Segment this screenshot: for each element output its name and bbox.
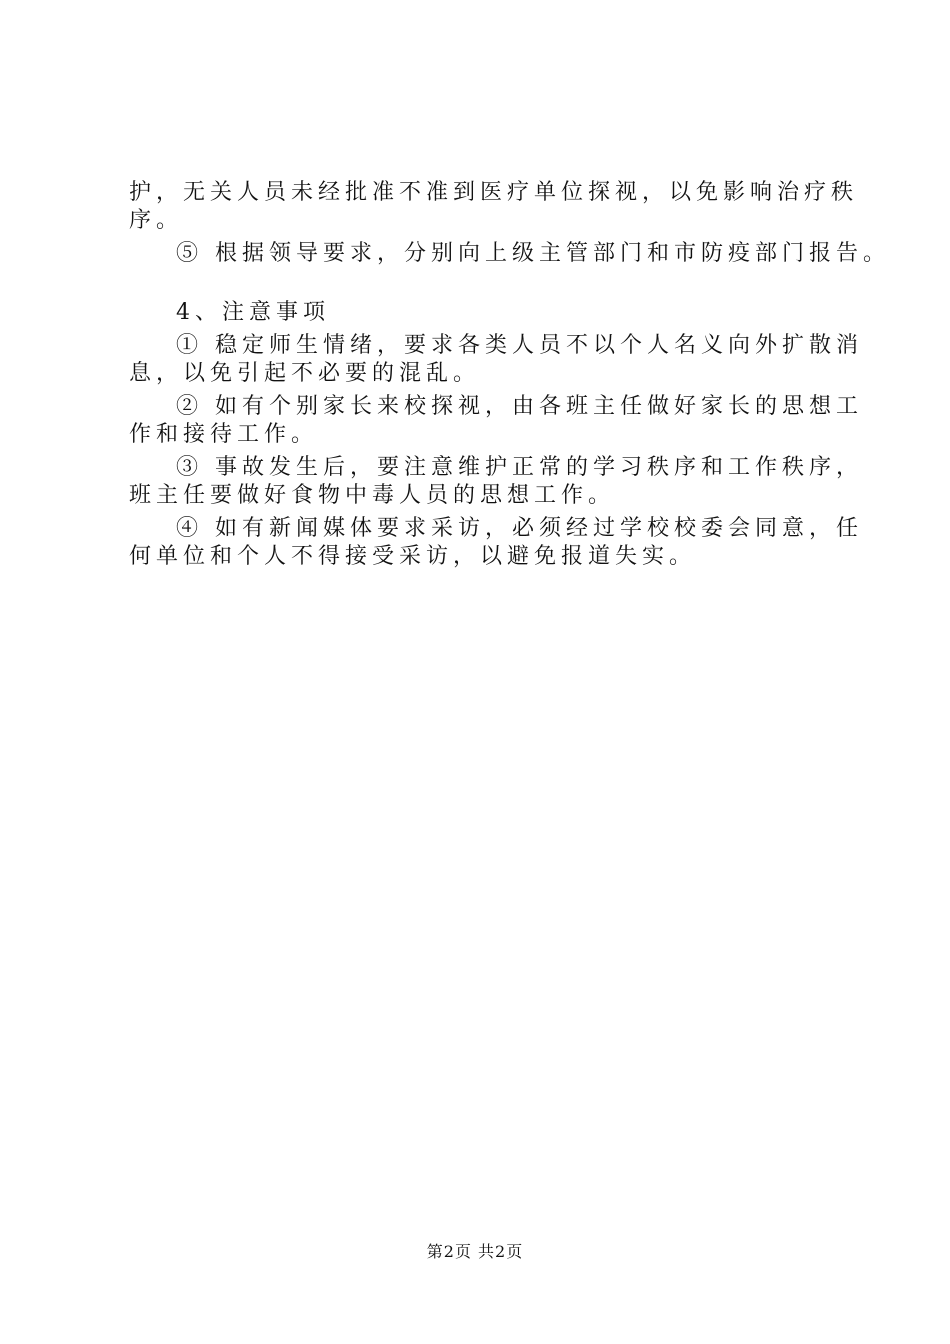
list-item-3: ③ 事故发生后，要注意维护正常的学习秩序和工作秩序， — [176, 455, 863, 480]
body-line: 作和接待工作。 — [129, 422, 319, 447]
body-line: 班主任要做好食物中毒人员的思想工作。 — [129, 483, 616, 508]
body-line: 息，以免引起不必要的混乱。 — [129, 361, 481, 386]
list-item-1: ① 稳定师生情绪，要求各类人员不以个人名义向外扩散消 — [176, 333, 863, 358]
section-heading: 4、注意事项 — [176, 300, 330, 325]
page-number-footer: 第2页 共2页 — [426, 1242, 524, 1261]
list-item-2: ② 如有个别家长来校探视，由各班主任做好家长的思想工 — [176, 394, 863, 419]
list-item-5: ⑤ 根据领导要求，分别向上级主管部门和市防疫部门报告。 — [176, 241, 890, 266]
list-item-4: ④ 如有新闻媒体要求采访，必须经过学校校委会同意，任 — [176, 516, 863, 541]
body-line: 护，无关人员未经批准不准到医疗单位探视，以免影响治疗秩 — [129, 180, 859, 205]
body-line: 序。 — [129, 208, 184, 233]
body-line: 何单位和个人不得接受采访，以避免报道失实。 — [129, 544, 697, 569]
